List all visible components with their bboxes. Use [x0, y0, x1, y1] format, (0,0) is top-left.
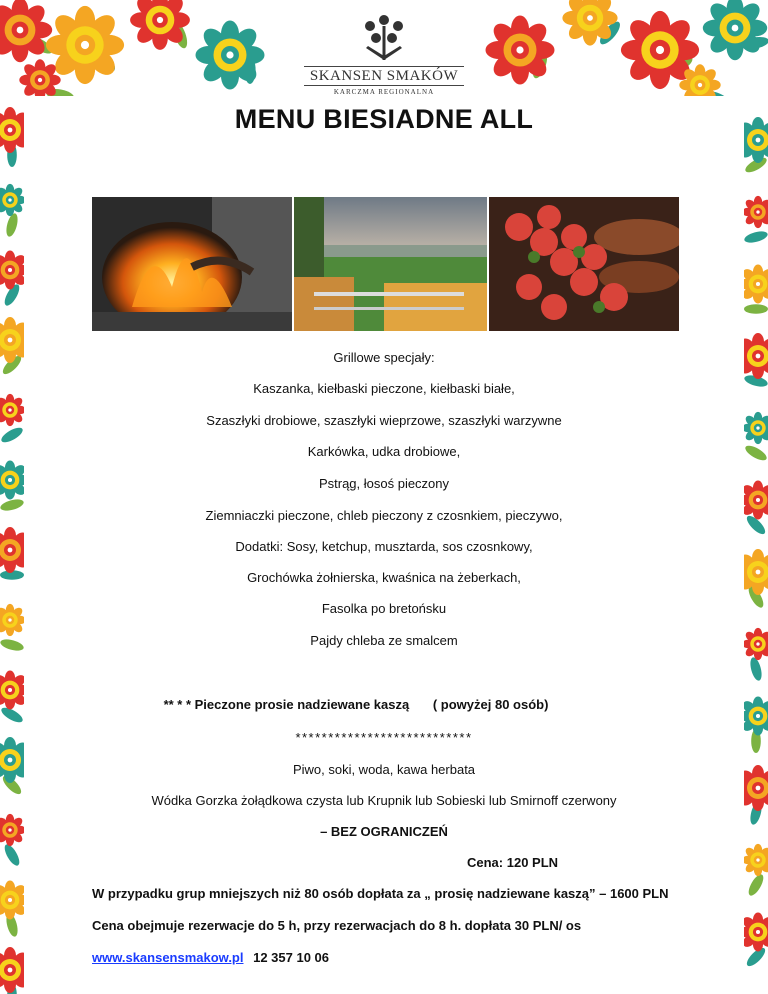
note-reservation: Cena obejmuje rezerwacje do 5 h, przy rezerwacjach do 8 h. dopłata 30 PLN/ os — [92, 918, 582, 933]
menu-item: Grochówka żołnierska, kwaśnica na żeberkach, — [247, 570, 521, 585]
menu-item: Karkówka, udka drobiowe, — [307, 444, 461, 459]
menu-item: Pstrąg, łosoś pieczony — [318, 476, 450, 491]
menu-item: Ziemniaczki pieczone, chleb pieczony z czosnkiem, pieczywo, — [205, 508, 563, 523]
special-dish: ** * * Pieczone prosie nadziewane kaszą — [163, 697, 410, 712]
logo-title: SKANSEN SMAKÓW — [304, 66, 464, 86]
phone-number: 12 357 10 06 — [253, 950, 330, 965]
special-dish-line — [0, 697, 768, 712]
logo — [298, 8, 470, 100]
menu-item: Fasolka po bretońsku — [321, 601, 447, 616]
note-small-groups: W przypadku grup mniejszych niż 80 osób dopłata za „ prosię nadziewane kaszą” – 1600 PLN — [92, 886, 669, 901]
page-title: MENU BIESIADNE ALL — [234, 104, 534, 134]
skewers-photo — [489, 197, 679, 331]
menu-item: Dodatki: Sosy, ketchup, musztarda, sos czosnkowy, — [235, 539, 533, 554]
logo-subtitle: KARCZMA REGIONALNA — [333, 88, 435, 96]
unlimited-label: – BEZ OGRANICZEŃ — [320, 824, 448, 839]
special-dish-note: ( powyżej 80 osób) — [432, 697, 549, 712]
price-label: Cena: 120 PLN — [467, 855, 559, 870]
grill-fire-photo — [92, 197, 292, 331]
photo-strip — [92, 197, 679, 331]
menu-item: Grillowe specjały: — [333, 350, 435, 365]
drinks-line-2: Wódka Gorzka żołądkowa czysta lub Krupnik lub Sobieski lub Smirnoff czerwony — [151, 793, 617, 808]
folk-ornament-icon — [354, 12, 414, 64]
terrace-view-photo — [294, 197, 487, 331]
website-link[interactable]: www.skansensmakow.pl — [92, 950, 244, 965]
drinks-line-1: Piwo, soki, woda, kawa herbata — [292, 762, 476, 777]
footer-contact — [92, 950, 492, 965]
menu-item: Pajdy chleba ze smalcem — [310, 633, 458, 648]
menu-item: Kaszanka, kiełbaski pieczone, kiełbaski białe, — [253, 381, 515, 396]
separator: *************************** — [295, 730, 473, 745]
menu-item: Szaszłyki drobiowe, szaszłyki wieprzowe, szaszłyki warzywne — [206, 413, 562, 428]
